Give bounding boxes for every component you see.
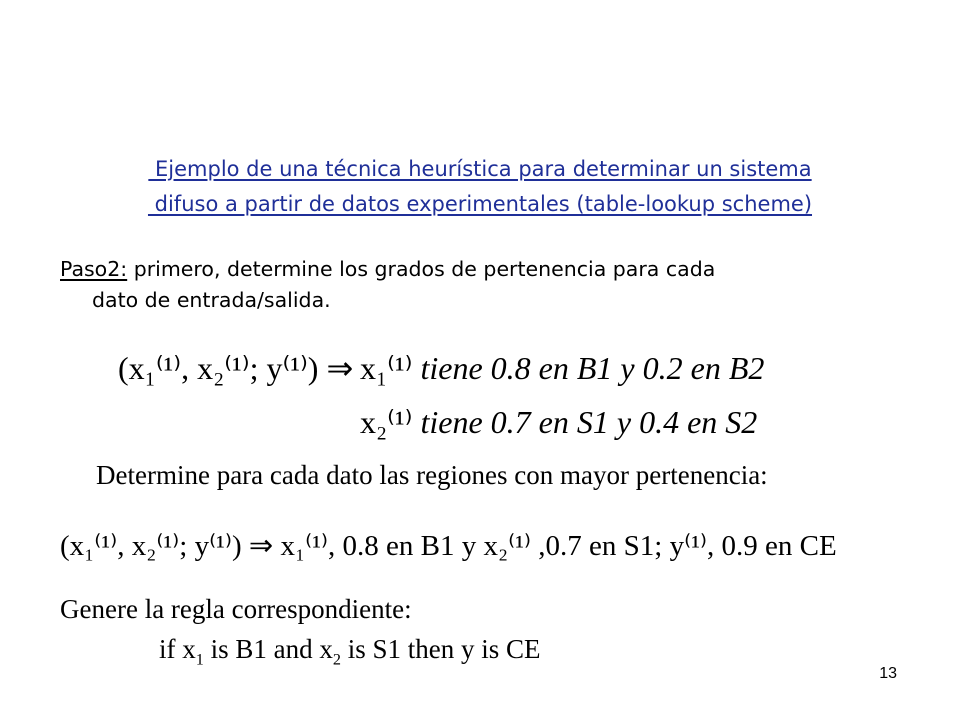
equation-1-x1: x₁⁽¹⁾ (360, 350, 413, 386)
step-paragraph (60, 254, 920, 316)
page-number: 13 (879, 665, 897, 682)
instruction-text: Determine para cada dato las regiones con mayor pertenencia: (96, 460, 768, 490)
equation-1-x2-text: tiene 0.7 en S1 y 0.4 en S2 (420, 404, 758, 440)
equation-1-line-1 (360, 349, 764, 387)
equation-2: (x₁⁽¹⁾, x₂⁽¹⁾; y⁽¹⁾) ⇒ x₁⁽¹⁾, 0.8 en B1 y x₂⁽¹⁾ ,0.7 en S1; y⁽¹⁾, 0.9 en CE (60, 530, 837, 562)
rule-statement: if $x_1$ is B1 and $x_2$ is S1 then y is CE (159, 634, 541, 669)
heading-line-2: difuso a partir de datos experimentales (table-lookup scheme) (147, 192, 813, 216)
step-label: Paso2: (60, 257, 128, 281)
step-text-second: dato de entrada/salida. (92, 288, 331, 312)
equation-1-line-2 (360, 403, 757, 441)
equation-1-lhs: (x₁⁽¹⁾, x₂⁽¹⁾; y⁽¹⁾) ⇒ (118, 350, 354, 386)
heading-line-1: Ejemplo de una técnica heurística para determinar un sistema (148, 157, 812, 181)
rule-intro: Genere la regla correspondiente: (60, 594, 412, 624)
equation-1-x1-text: tiene 0.8 en B1 y 0.2 en B2 (420, 350, 765, 386)
step-text-first: primero, determine los grados de pertenencia para cada (127, 257, 716, 281)
equation-1-x2: x₂⁽¹⁾ (360, 404, 413, 440)
